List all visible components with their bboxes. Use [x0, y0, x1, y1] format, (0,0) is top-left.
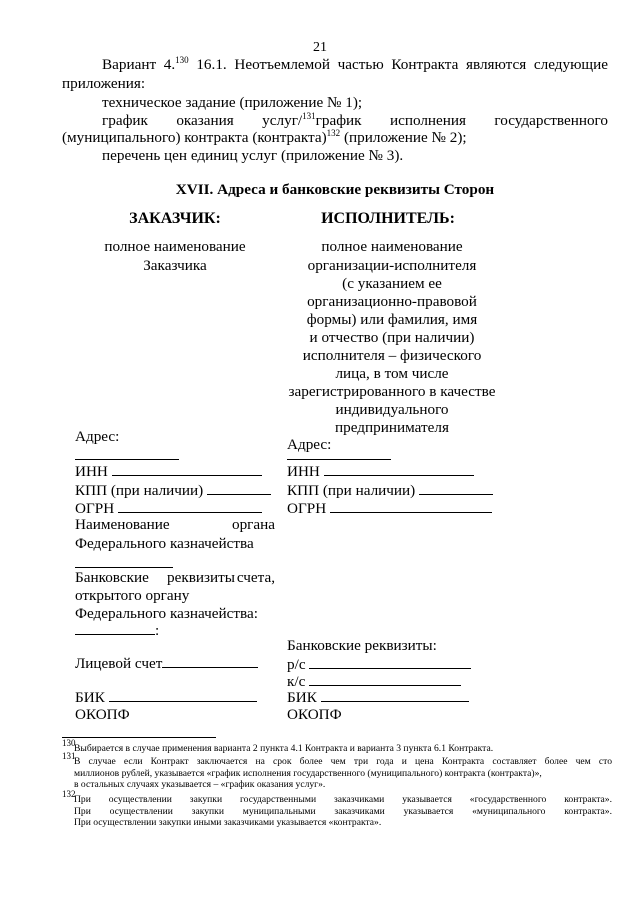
page-number: 21 — [313, 40, 327, 55]
intro-line-2: приложения: — [62, 75, 146, 92]
contractor-name-line-5: формы) или фамилия, имя — [306, 311, 478, 328]
customer-bank-account-field[interactable] — [75, 620, 155, 635]
customer-address-field[interactable] — [75, 459, 179, 460]
customer-bank-account-colon: : — [155, 622, 160, 639]
intro-line-1 — [102, 55, 608, 75]
contractor-address-label: Адрес: — [287, 436, 332, 453]
customer-personal-account-label: Лицевой счет — [75, 655, 163, 672]
customer-bank-word-3: счета, — [236, 569, 275, 586]
customer-bank-account — [75, 620, 159, 641]
contractor-address-field[interactable] — [287, 459, 391, 460]
footnote-ref-131: 131 — [302, 111, 316, 121]
customer-inn-field[interactable] — [112, 461, 262, 476]
contractor-ks-field[interactable] — [309, 671, 461, 686]
customer-personal-account — [75, 653, 258, 674]
customer-okopf: ОКОПФ — [75, 706, 130, 723]
customer-ogrn-label: ОГРН — [75, 500, 115, 517]
customer-treasury-word-1: Наименование — [75, 516, 170, 533]
contractor-okopf: ОКОПФ — [287, 706, 342, 723]
contractor-name-line-7: исполнителя – физического — [302, 347, 482, 364]
contractor-ogrn-field[interactable] — [330, 498, 492, 513]
footnote-ref-130: 130 — [175, 55, 189, 65]
customer-personal-account-field[interactable] — [162, 653, 258, 668]
contractor-bik-label: БИК — [287, 689, 317, 706]
customer-name-line-1: полное наименование — [104, 238, 246, 255]
contractor-name-line-8: лица, в том числе — [335, 365, 449, 382]
appendix-item-2-part-b: график исполнения государственного — [315, 112, 608, 129]
footnote-line: При осуществлении закупки государственными заказчиками указывается «государственного контракта». — [74, 794, 612, 805]
contractor-name-line-1: полное наименование — [321, 238, 463, 255]
customer-treasury-line-1 — [75, 515, 275, 535]
intro-variant-text: 16.1. Неотъемлемой частью Контракта являются следующие — [188, 56, 608, 73]
contractor-name-line-11: предпринимателя — [335, 419, 449, 436]
customer-bank-line-2: открытого органу — [75, 587, 190, 604]
customer-treasury-word-2: органа — [231, 516, 275, 533]
customer-treasury-line-2: Федерального казначейства — [75, 535, 254, 552]
contractor-bank-details-label: Банковские реквизиты: — [287, 637, 437, 654]
customer-heading: ЗАКАЗЧИК: — [129, 210, 221, 227]
contractor-kpp-field[interactable] — [419, 480, 493, 495]
intro-variant-label: Вариант 4. — [102, 56, 176, 73]
appendix-item-1: техническое задание (приложение № 1); — [102, 94, 363, 111]
contractor-name-line-3: (с указанием ее — [342, 275, 442, 292]
contractor-name-line-6: и отчество (при наличии) — [309, 329, 475, 346]
contractor-name-line-2: организации-исполнителя — [307, 257, 477, 274]
customer-bank-word-2: реквизиты — [167, 569, 235, 586]
customer-bank-line-1 — [75, 568, 275, 588]
customer-bank-word-1: Банковские — [75, 569, 149, 586]
footnote-line: миллионов рублей, указывается «график исполнения государственного (муниципального) контракта (контракта)», — [74, 767, 542, 779]
appendix-item-2-part-c: (муниципального) контракта (контракта) — [62, 129, 327, 146]
appendix-item-3: перечень цен единиц услуг (приложение № 3). — [102, 147, 404, 164]
customer-bik-label: БИК — [75, 689, 105, 706]
contractor-inn — [287, 461, 474, 482]
contractor-ogrn — [287, 498, 492, 519]
appendix-item-2-cont — [62, 128, 467, 148]
contractor-name-line-4: организационно-правовой — [307, 293, 477, 310]
footnote-separator — [62, 737, 216, 738]
footnote-131: 131 В случае если Контракт заключается на срок более чем три года и цена Контракта составляет более чем сто миллионов рублей, указывается «график исполнения государственного (муниципального) контракта (контракта)», в остальных случаях указывается – «график оказания услуг». — [62, 751, 612, 790]
appendix-item-2-part-d: (приложение № 2); — [340, 129, 467, 146]
footnote-line: в остальных случаях указывается – «график оказания услуг». — [74, 779, 326, 790]
customer-address-label: Адрес: — [75, 428, 120, 445]
contractor-kpp-label: КПП (при наличии) — [287, 482, 416, 499]
contractor-inn-field[interactable] — [324, 461, 474, 476]
customer-inn — [75, 461, 262, 482]
customer-ogrn-field[interactable] — [118, 498, 262, 513]
contractor-name-line-10: индивидуального — [335, 401, 449, 418]
customer-bank-line-3: Федерального казначейства: — [75, 605, 258, 622]
footnote-132: 132 При осуществлении закупки государственными заказчиками указывается «государственного контракта». При осуществлении закупки муниципальными заказчиками указывается «муниципального контракта». При осуществлении закупки иными заказчиками указывается «контракта». — [62, 789, 612, 828]
customer-inn-label: ИНН — [75, 463, 108, 480]
footnote-line: В случае если Контракт заключается на срок более чем три года и цена Контракта составляет более чем сто — [74, 756, 612, 767]
customer-bik-field[interactable] — [109, 687, 257, 702]
appendix-item-2-part-a: график оказания услуг/ — [102, 112, 303, 129]
footnote-130: 130 Выбирается в случае применения варианта 2 пункта 4.1 Контракта и варианта 3 пункта 6.1 Контракта. — [62, 743, 612, 755]
contractor-ks-label: к/с — [287, 673, 306, 690]
contractor-name-line-9: зарегистрированного в качестве — [288, 383, 496, 400]
contractor-rs-field[interactable] — [309, 654, 471, 669]
contractor-rs-label: р/с — [287, 656, 306, 673]
contractor-heading: ИСПОЛНИТЕЛЬ: — [321, 210, 455, 227]
contractor-ogrn-label: ОГРН — [287, 500, 327, 517]
customer-kpp-field[interactable] — [207, 480, 271, 495]
section-title: XVII. Адреса и банковские реквизиты Сторон — [175, 181, 495, 198]
footnote-ref-132: 132 — [326, 128, 341, 138]
customer-name-line-2: Заказчика — [143, 257, 207, 274]
footnote-line: При осуществлении закупки иными заказчиками указывается «контракта». — [74, 817, 382, 828]
footnote-line: При осуществлении закупки муниципальными заказчиками указывается «муниципального контракта». — [74, 805, 612, 817]
contractor-inn-label: ИНН — [287, 463, 320, 480]
customer-kpp-label: КПП (при наличии) — [75, 482, 204, 499]
footnote-line: Выбирается в случае применения варианта 2 пункта 4.1 Контракта и варианта 3 пункта 6.1 Контракта. — [74, 743, 494, 754]
contractor-bik-field[interactable] — [321, 687, 469, 702]
